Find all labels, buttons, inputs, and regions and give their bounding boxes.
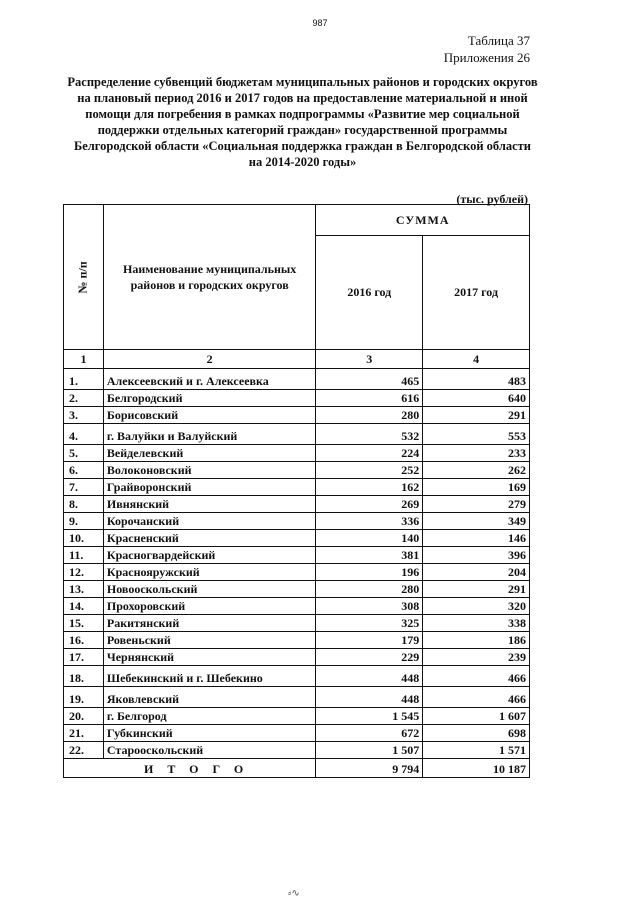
row-number: 8.: [64, 496, 104, 513]
row-number: 10.: [64, 530, 104, 547]
row-value-2017: 698: [423, 725, 530, 742]
title-line: Белгородской области «Социальная поддержка граждан в Белгородской области: [73, 139, 531, 153]
header-year-2017: 2017 год: [423, 236, 530, 350]
header-num-label: № п/п: [75, 260, 90, 294]
title-line: на 2014-2020 годы»: [248, 155, 357, 169]
row-value-2016: 280: [316, 407, 423, 424]
scan-mark: ⸗∿: [288, 888, 300, 899]
table-row: [64, 581, 530, 598]
row-name: Яковлевский: [103, 687, 316, 708]
row-value-2016: 269: [316, 496, 423, 513]
row-value-2017: 553: [423, 424, 530, 445]
row-value-2016: 325: [316, 615, 423, 632]
row-value-2016: 616: [316, 390, 423, 407]
table-row: [64, 445, 530, 462]
table-row: [64, 615, 530, 632]
index-row: [64, 350, 530, 369]
row-number: 4.: [64, 424, 104, 445]
index-cell: 3: [316, 350, 423, 369]
table-row: [64, 369, 530, 390]
header-year-2016: 2016 год: [316, 236, 423, 350]
row-name: Ивнянский: [103, 496, 316, 513]
row-value-2016: 381: [316, 547, 423, 564]
row-number: 20.: [64, 708, 104, 725]
row-value-2016: 162: [316, 479, 423, 496]
row-name: Ровеньский: [103, 632, 316, 649]
row-number: 22.: [64, 742, 104, 759]
row-number: 19.: [64, 687, 104, 708]
total-2016: 9 794: [316, 759, 423, 778]
document-title: [60, 74, 545, 170]
table-row: [64, 725, 530, 742]
row-name: Губкинский: [103, 725, 316, 742]
row-number: 5.: [64, 445, 104, 462]
row-value-2017: 291: [423, 581, 530, 598]
row-value-2017: 466: [423, 666, 530, 687]
row-value-2017: 338: [423, 615, 530, 632]
header-num: [64, 205, 104, 350]
row-value-2017: 640: [423, 390, 530, 407]
row-value-2016: 448: [316, 666, 423, 687]
row-value-2017: 186: [423, 632, 530, 649]
title-line: на плановый период 2016 и 2017 годов на предоставление материальной и иной: [77, 91, 528, 105]
row-value-2016: 1 507: [316, 742, 423, 759]
table-row: [64, 547, 530, 564]
index-cell: 1: [64, 350, 104, 369]
row-value-2016: 336: [316, 513, 423, 530]
row-number: 21.: [64, 725, 104, 742]
row-number: 18.: [64, 666, 104, 687]
row-name: Корочанский: [103, 513, 316, 530]
row-name: Чернянский: [103, 649, 316, 666]
row-value-2016: 196: [316, 564, 423, 581]
row-number: 9.: [64, 513, 104, 530]
row-number: 12.: [64, 564, 104, 581]
row-value-2017: 466: [423, 687, 530, 708]
table-row: [64, 479, 530, 496]
table-ref-line2: Приложения 26: [443, 50, 530, 65]
row-value-2017: 279: [423, 496, 530, 513]
total-label: ИТОГО: [64, 759, 316, 778]
row-value-2016: 308: [316, 598, 423, 615]
row-value-2016: 448: [316, 687, 423, 708]
row-name: Краснояружский: [103, 564, 316, 581]
row-name: Алексеевский и г. Алексеевка: [103, 369, 316, 390]
row-number: 14.: [64, 598, 104, 615]
row-value-2016: 672: [316, 725, 423, 742]
table-row: [64, 632, 530, 649]
row-name: Шебекинский и г. Шебекино: [103, 666, 316, 687]
row-value-2017: 262: [423, 462, 530, 479]
row-number: 7.: [64, 479, 104, 496]
units-label: (тыс. рублей): [456, 192, 528, 206]
row-value-2017: 349: [423, 513, 530, 530]
row-value-2017: 396: [423, 547, 530, 564]
row-name: Красненский: [103, 530, 316, 547]
table-row: [64, 496, 530, 513]
row-value-2017: 1 607: [423, 708, 530, 725]
row-value-2017: 320: [423, 598, 530, 615]
row-number: 13.: [64, 581, 104, 598]
table-row: [64, 598, 530, 615]
row-value-2016: 1 545: [316, 708, 423, 725]
table-row: [64, 462, 530, 479]
header-name: Наименование муниципальных районов и городских округов: [103, 205, 316, 350]
table-row: [64, 649, 530, 666]
row-number: 15.: [64, 615, 104, 632]
row-value-2017: 169: [423, 479, 530, 496]
table-row: [64, 687, 530, 708]
header-sum: СУММА: [316, 205, 530, 236]
row-value-2016: 179: [316, 632, 423, 649]
total-row: [64, 759, 530, 778]
row-name: Белгородский: [103, 390, 316, 407]
row-name: Борисовский: [103, 407, 316, 424]
row-value-2017: 1 571: [423, 742, 530, 759]
table-row: [64, 390, 530, 407]
row-value-2016: 252: [316, 462, 423, 479]
table-ref-line1: Таблица 37: [467, 33, 530, 48]
row-value-2017: 204: [423, 564, 530, 581]
row-name: Вейделевский: [103, 445, 316, 462]
row-value-2017: 146: [423, 530, 530, 547]
row-value-2017: 233: [423, 445, 530, 462]
row-name: Прохоровский: [103, 598, 316, 615]
row-name: Волоконовский: [103, 462, 316, 479]
page-number: 987: [312, 18, 328, 28]
table-row: [64, 407, 530, 424]
row-value-2016: 465: [316, 369, 423, 390]
row-value-2017: 239: [423, 649, 530, 666]
title-line: помощи для погребения в рамках подпрограммы «Развитие мер социальной: [85, 107, 520, 121]
table-row: [64, 530, 530, 547]
index-cell: 4: [423, 350, 530, 369]
row-name: Старооскольский: [103, 742, 316, 759]
table-row: [64, 666, 530, 687]
row-name: г. Валуйки и Валуйский: [103, 424, 316, 445]
row-value-2016: 224: [316, 445, 423, 462]
title-line: Распределение субвенций бюджетам муниципальных районов и городских округов: [67, 75, 538, 89]
row-name: Грайворонский: [103, 479, 316, 496]
row-number: 1.: [64, 369, 104, 390]
index-cell: 2: [103, 350, 316, 369]
row-name: Новооскольский: [103, 581, 316, 598]
row-value-2016: 140: [316, 530, 423, 547]
table-reference: [444, 32, 530, 66]
subvention-table: [63, 204, 530, 778]
row-number: 2.: [64, 390, 104, 407]
table-row: [64, 424, 530, 445]
row-number: 3.: [64, 407, 104, 424]
total-2017: 10 187: [423, 759, 530, 778]
row-number: 6.: [64, 462, 104, 479]
row-name: Ракитянский: [103, 615, 316, 632]
row-value-2016: 229: [316, 649, 423, 666]
table-row: [64, 513, 530, 530]
row-value-2016: 532: [316, 424, 423, 445]
row-value-2016: 280: [316, 581, 423, 598]
table-row: [64, 564, 530, 581]
row-number: 16.: [64, 632, 104, 649]
row-name: г. Белгород: [103, 708, 316, 725]
row-value-2017: 291: [423, 407, 530, 424]
table-row: [64, 742, 530, 759]
table-row: [64, 708, 530, 725]
title-line: поддержки отдельных категорий граждан» государственной программы: [97, 123, 508, 137]
row-number: 17.: [64, 649, 104, 666]
row-number: 11.: [64, 547, 104, 564]
row-name: Красногвардейский: [103, 547, 316, 564]
table-body: [64, 350, 530, 759]
row-value-2017: 483: [423, 369, 530, 390]
